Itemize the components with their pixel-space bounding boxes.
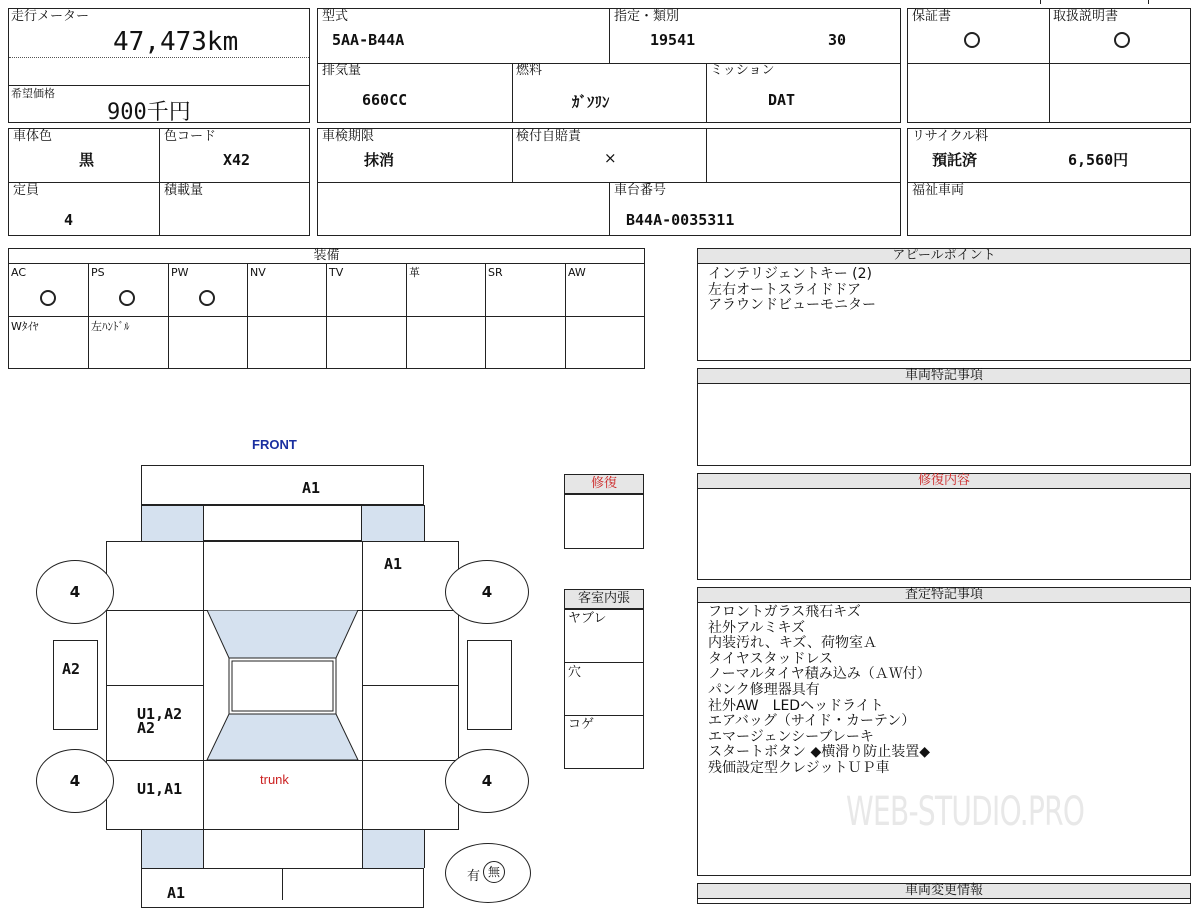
recycle-box: [907, 128, 1191, 236]
left-door-rear-code: U1,A2: [137, 705, 183, 723]
left-quarter-code: U1,A1: [137, 780, 183, 798]
equip-pw-label: PW: [171, 266, 189, 279]
assessment-line-2: 社外アルミキズ: [708, 619, 806, 636]
assessment-line-1: フロントガラス飛石キズ: [708, 604, 861, 620]
appeal-line-3: アラウンドビューモニター: [708, 297, 876, 314]
mission-label: ミッション: [710, 63, 775, 78]
mission-value: DAT: [768, 91, 796, 109]
color-code-label: 色コード: [164, 129, 217, 144]
watermark: WEB-STUDIO.PRO: [846, 789, 1085, 835]
change-info-title: 車両変更情報: [697, 883, 1191, 899]
model-value: 5AA-B44A: [332, 31, 405, 49]
spare-none-label: 無: [483, 861, 505, 883]
interior-box: [564, 609, 644, 769]
appeal-box: [697, 263, 1191, 361]
color-label: 車体色: [13, 129, 53, 144]
rear-bumper-code: A1: [167, 884, 186, 902]
repair-title: 修復: [564, 474, 644, 494]
capacity-value: 4: [64, 211, 74, 229]
equip-tv-label: TV: [329, 266, 344, 279]
repair-details-box: [697, 488, 1191, 580]
recycle-label: リサイクル料: [912, 129, 989, 144]
equip-pw-circle: [199, 290, 215, 306]
wheel-rear-right: 4: [445, 749, 529, 813]
assessment-line-6: パンク修理器具有: [708, 682, 820, 698]
designation-label: 指定・類別: [614, 9, 680, 24]
equip-ac-label: AC: [11, 266, 27, 279]
model-label: 型式: [322, 9, 349, 24]
spare-yes-label: 有: [467, 869, 481, 884]
wheel-rear-left: 4: [36, 749, 114, 813]
equip-lefthandle-label: 左ﾊﾝﾄﾞﾙ: [91, 320, 130, 333]
front-bumper: [141, 465, 424, 505]
equip-nv-label: NV: [250, 266, 266, 279]
manual-circle: [1114, 32, 1130, 48]
designation-value-2: 30: [828, 31, 847, 49]
chassis-label: 車台番号: [614, 183, 667, 198]
interior-tear-label: ヤブレ: [568, 611, 607, 626]
assessment-line-3: 内装汚れ、キズ、荷物室Ａ: [708, 635, 877, 652]
interior-title: 客室内張: [564, 589, 644, 609]
appeal-title: アピールポイント: [697, 248, 1191, 264]
interior-burn-label: コゲ: [568, 717, 595, 732]
recycle-status: 預託済: [932, 151, 978, 169]
manual-label: 取扱説明書: [1053, 9, 1119, 24]
capacity-label: 定員: [13, 183, 40, 198]
assessment-line-11: 残価設定型クレジットＵＰ車: [708, 760, 890, 776]
fuel-value: ｶﾞｿﾘﾝ: [572, 93, 610, 111]
warranty-label: 保証書: [912, 9, 952, 24]
insurance-label: 検付自賠責: [516, 129, 582, 144]
left-mirror: [53, 640, 98, 730]
equip-aw-label: AW: [568, 266, 586, 279]
cabin-glass: [203, 610, 362, 760]
change-info-box: [697, 898, 1191, 904]
recycle-amount: 6,560円: [1068, 151, 1129, 169]
equip-ps-label: PS: [91, 266, 105, 279]
vehicle-notes-title: 車両特記事項: [697, 368, 1191, 384]
repair-box: [564, 494, 644, 549]
fuel-label: 燃料: [516, 63, 543, 78]
model-box: [317, 8, 901, 123]
assessment-line-7: 社外AW LEDヘッドライト: [708, 697, 884, 714]
inspection-label: 車検期限: [322, 129, 375, 144]
front-bumper-code: A1: [302, 479, 321, 497]
designation-value-1: 19541: [650, 31, 696, 49]
price-label: 希望価格: [11, 87, 55, 100]
assessment-line-9: エマージェンシーブレーキ: [708, 728, 874, 745]
assessment-title: 査定特記事項: [697, 587, 1191, 603]
load-label: 積載量: [164, 183, 204, 198]
trunk-label: trunk: [260, 772, 289, 787]
assessment-line-10: スタートボタン ◆横滑り防止装置◆: [708, 744, 930, 761]
inspection-box: [317, 128, 901, 236]
left-mirror-code: A2: [62, 660, 81, 678]
rear-right-light: [362, 830, 424, 868]
equip-wtire-label: Wﾀｲﾔ: [11, 320, 39, 333]
mileage-label: 走行メーター: [11, 9, 90, 24]
equip-ps-circle: [119, 290, 135, 306]
appeal-line-1: インテリジェントキー (2): [708, 266, 873, 282]
front-label: FRONT: [252, 437, 297, 452]
equip-leather-label: 革: [409, 266, 420, 279]
warranty-manual-box: [907, 8, 1191, 123]
chassis-value: B44A-0035311: [626, 211, 735, 229]
equip-sr-label: SR: [488, 266, 503, 279]
right-mirror: [467, 640, 512, 730]
equipment-title: 装備: [8, 248, 645, 264]
left-door-rear-code-2: A2: [137, 719, 156, 737]
front-left-light: [141, 505, 203, 541]
rear-left-light: [141, 830, 203, 868]
wheel-front-left: 4: [36, 560, 114, 624]
color-value: 黒: [79, 151, 95, 169]
welfare-label: 福祉車両: [912, 183, 965, 198]
assessment-line-4: タイヤスタッドレス: [708, 650, 834, 667]
wheel-front-right: 4: [445, 560, 529, 624]
front-right-light: [362, 505, 424, 541]
warranty-circle: [964, 32, 980, 48]
color-code-value: X42: [223, 151, 251, 169]
mileage-price-box: [8, 8, 310, 123]
repair-details-title: 修復内容: [697, 473, 1191, 489]
assessment-line-8: エアバッグ（サイド・カーテン）: [708, 713, 916, 730]
inspection-value: 抹消: [364, 151, 395, 169]
vehicle-notes-box: [697, 383, 1191, 466]
appeal-line-2: 左右オートスライドドア: [708, 281, 862, 298]
insurance-value: ×: [604, 149, 617, 167]
equip-ac-circle: [40, 290, 56, 306]
price-value: 900千円: [107, 100, 191, 125]
assessment-box: [697, 602, 1191, 876]
hood-top: [203, 505, 362, 541]
right-fender-code: A1: [384, 555, 403, 573]
mileage-value: 47,473km: [113, 27, 239, 57]
interior-hole-label: 穴: [568, 665, 582, 680]
displacement-value: 660CC: [362, 91, 408, 109]
color-box: [8, 128, 310, 236]
assessment-line-5: ノーマルタイヤ積み込み（ＡＷ付）: [708, 666, 931, 683]
displacement-label: 排気量: [322, 63, 362, 78]
